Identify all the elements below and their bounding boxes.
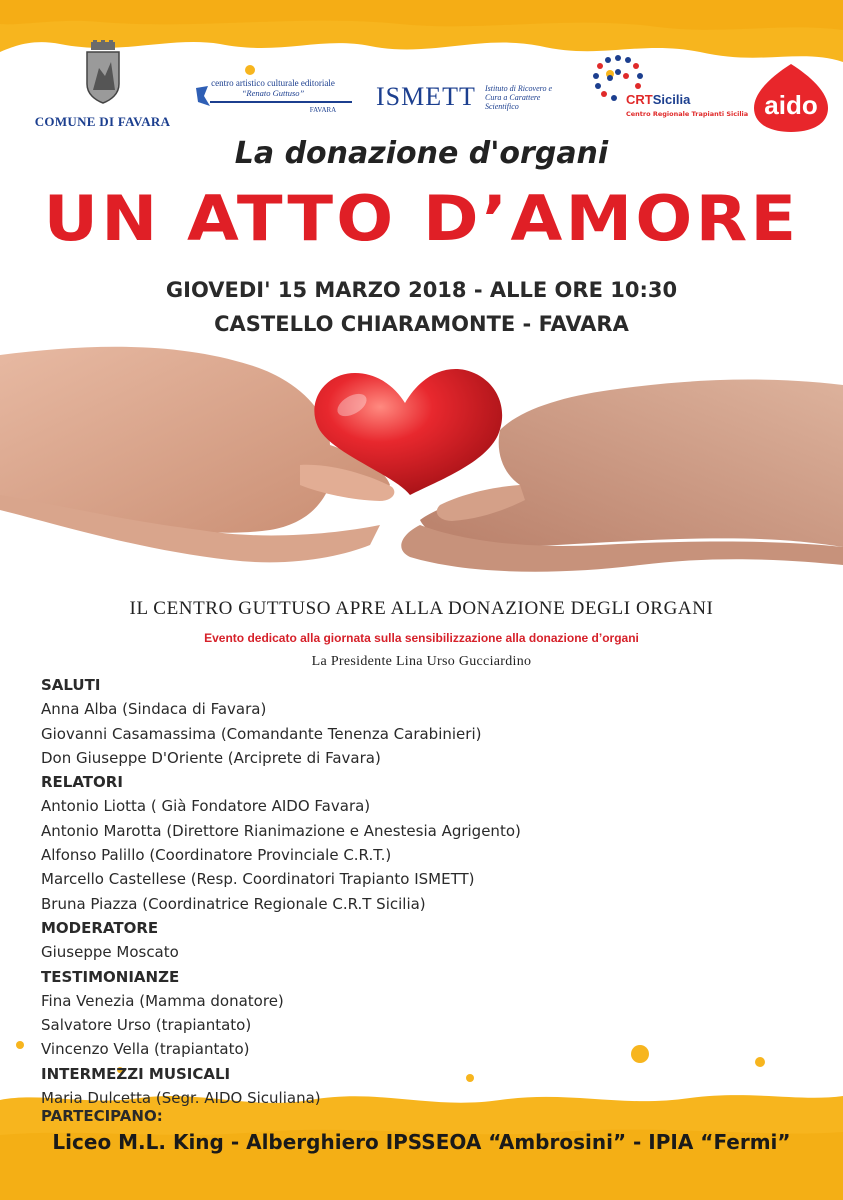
section-title-testimonianze: TESTIMONIANZE — [41, 967, 180, 986]
guttuso-mark-icon — [194, 84, 212, 108]
guttuso-divider — [210, 101, 352, 103]
list-item: Alfonso Palillo (Coordinatore Provinciale C.R.T.) — [41, 846, 392, 865]
tagline: Evento dedicato alla giornata sulla sensibilizzazione alla donazione d’organi — [204, 631, 639, 645]
section-title-saluti: SALUTI — [41, 676, 101, 694]
list-item: Bruna Piazza (Coordinatrice Regionale C.R.T Sicilia) — [41, 894, 426, 913]
event-subtitle: La donazione d'organi — [234, 136, 609, 171]
guttuso-line3: FAVARA — [309, 106, 337, 114]
list-item: Fina Venezia (Mamma donatore) — [41, 991, 284, 1010]
crt-sub: Centro Regionale Trapianti Sicilia — [626, 110, 749, 118]
program-list — [41, 673, 741, 1110]
list-item: Salvatore Urso (trapiantato) — [41, 1016, 252, 1035]
list-item: Vincenzo Vella (trapiantato) — [41, 1040, 250, 1059]
list-item: Marcello Castellese (Resp. Coordinatori Trapianto ISMETT) — [41, 870, 475, 889]
list-item: Antonio Liotta ( Già Fondatore AIDO Favara) — [41, 797, 371, 816]
crt-sicilia-logo — [588, 52, 749, 142]
event-title: UN ATTO D’AMORE — [43, 182, 800, 255]
list-item: Anna Alba (Sindaca di Favara) — [41, 700, 267, 719]
ismett-name: ISMETT — [376, 82, 476, 111]
list-item: Giuseppe Moscato — [41, 943, 179, 962]
list-item: Giovanni Casamassima (Comandante Tenenza Carabinieri) — [41, 724, 482, 743]
comune-favara-logo — [20, 40, 185, 130]
crt-name — [626, 92, 690, 107]
aido-logo — [752, 62, 830, 134]
hands-heart-photo — [0, 335, 843, 595]
crt-name-a: CRT — [626, 92, 653, 107]
headline: IL CENTRO GUTTUSO APRE ALLA DONAZIONE DEGLI ORGANI — [129, 598, 714, 619]
guttuso-line2: “Renato Guttuso” — [241, 88, 305, 98]
crt-name-b: Sicilia — [652, 92, 691, 107]
list-item: Antonio Marotta (Direttore Rianimazione e Anestesia Agrigento) — [41, 821, 521, 840]
partecipano-label: PARTECIPANO: — [41, 1107, 163, 1125]
section-title-relatori: RELATORI — [41, 773, 123, 792]
event-place: CASTELLO CHIARAMONTE - FAVARA — [214, 312, 629, 336]
aido-name: aido — [764, 90, 818, 120]
participating-schools: Liceo M.L. King - Alberghiero IPSSEOA “Ambrosini” - IPIA “Fermi” — [52, 1130, 791, 1154]
event-date: GIOVEDI' 15 MARZO 2018 - ALLE ORE 10:30 — [165, 278, 678, 302]
favara-label: COMUNE DI FAVARA — [34, 114, 171, 129]
section-title-intermezzi: INTERMEZZI MUSICALI — [41, 1064, 231, 1083]
favara-crest-icon — [83, 40, 123, 104]
guttuso-line1: centro artistico culturale editoriale — [211, 78, 335, 88]
list-item: Don Giuseppe D'Oriente (Arciprete di Favara) — [41, 748, 381, 767]
list-item: Maria Dulcetta (Segr. AIDO Siculiana) — [41, 1089, 321, 1108]
ismett-desc: Istituto di Ricovero e Cura a Carattere Scientifico — [484, 83, 553, 111]
section-title-moderatore: MODERATORE — [41, 918, 159, 937]
president: La Presidente Lina Urso Gucciardino — [311, 654, 532, 669]
